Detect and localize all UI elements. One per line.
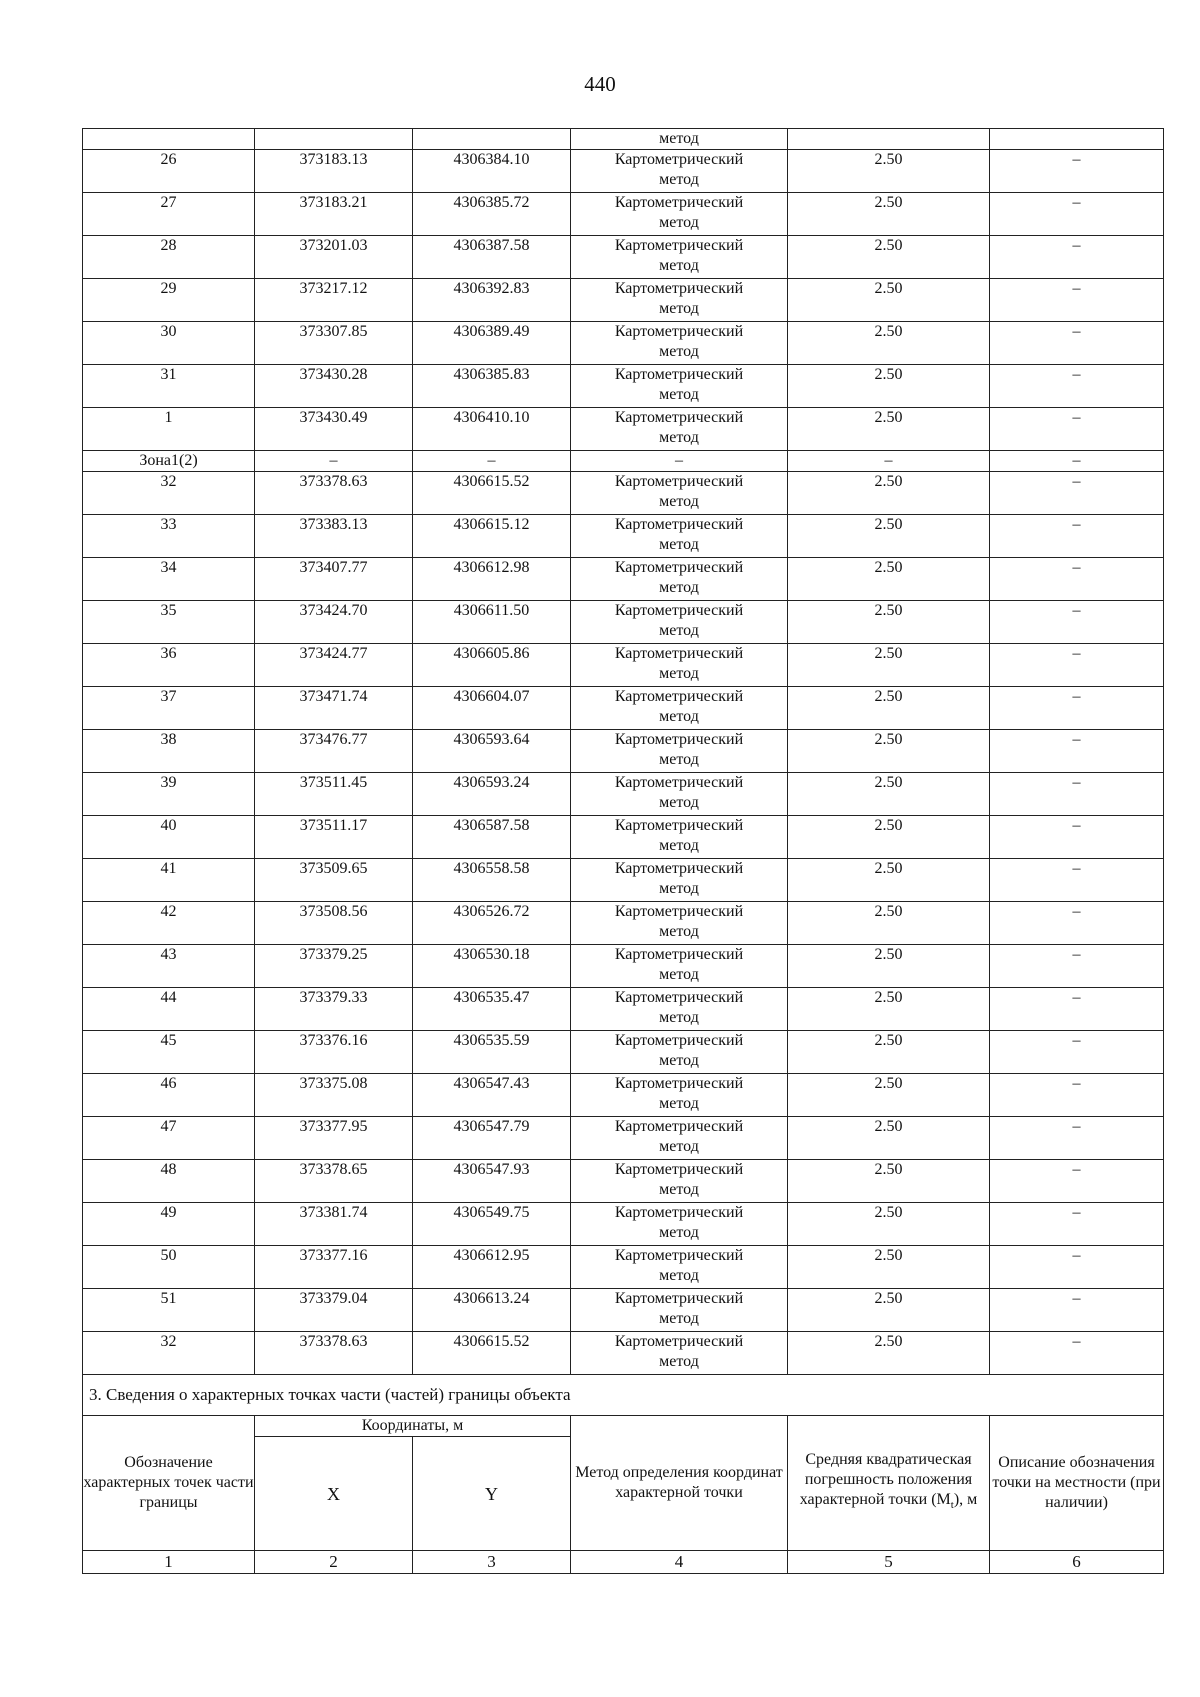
description-cell: – [990,988,1164,1031]
point-number-cell: 49 [83,1203,255,1246]
description-cell: – [990,687,1164,730]
header-x: X [255,1437,413,1551]
description-cell: – [990,1203,1164,1246]
table-row-continuation [83,129,1164,150]
method-cell [571,1332,788,1375]
x-coordinate-cell: 373378.65 [255,1160,413,1203]
point-number-cell: 42 [83,902,255,945]
y-coordinate-cell: 4306612.98 [413,558,571,601]
point-number-cell: 36 [83,644,255,687]
error-cell: 2.50 [788,988,990,1031]
description-cell: – [990,730,1164,773]
error-cell: 2.50 [788,150,990,193]
method-cell [571,773,788,816]
table-row [83,1289,1164,1332]
description-cell: – [990,902,1164,945]
x-coordinate-cell: 373307.85 [255,322,413,365]
method-line-1: Картометрический [614,645,744,662]
header-mean-error-text: Средняя квадратическая погрешность положения характерной точки (M [799,1451,973,1509]
table-row [83,1332,1164,1375]
point-number-cell: 41 [83,859,255,902]
table-row [83,365,1164,408]
method-line-1: Картометрический [614,1032,744,1049]
error-cell: 2.50 [788,365,990,408]
method-cell [571,1117,788,1160]
method-line-1: Картометрический [614,194,744,211]
method-line-2: метод [659,1009,699,1026]
point-number-cell: 45 [83,1031,255,1074]
method-cell [571,515,788,558]
method-line-2: метод [659,837,699,854]
x-coordinate-cell: 373375.08 [255,1074,413,1117]
x-coordinate-cell: 373379.33 [255,988,413,1031]
coordinates-table [82,128,1164,1574]
y-coordinate-cell: 4306535.59 [413,1031,571,1074]
point-number-cell: 50 [83,1246,255,1289]
y-coordinate-cell: 4306613.24 [413,1289,571,1332]
method-line-2: метод [659,493,699,510]
header-row [83,1416,1164,1437]
x-coordinate-cell: 373509.65 [255,859,413,902]
header-coordinates-group: Координаты, м [255,1416,571,1437]
x-coordinate-cell: 373424.70 [255,601,413,644]
method-line-2: метод [659,429,699,446]
method-cell [571,558,788,601]
method-line-2: метод [659,536,699,553]
table-row [83,902,1164,945]
y-coordinate-cell: 4306587.58 [413,816,571,859]
table-row [83,236,1164,279]
method-cell [571,945,788,988]
table-row [83,945,1164,988]
method-line-2: метод [659,1095,699,1112]
method-cell [571,644,788,687]
y-coordinate-cell: 4306530.18 [413,945,571,988]
method-cell [571,988,788,1031]
point-number-cell: 35 [83,601,255,644]
error-cell: 2.50 [788,859,990,902]
description-cell: – [990,451,1164,472]
description-cell: – [990,558,1164,601]
x-coordinate-cell: 373377.16 [255,1246,413,1289]
point-number-cell: 29 [83,279,255,322]
method-cell [571,1160,788,1203]
method-line-1: Картометрический [614,409,744,426]
zone-row [83,451,1164,472]
x-coordinate-cell: 373424.77 [255,644,413,687]
method-cell: метод [571,129,788,150]
description-cell: – [990,1031,1164,1074]
x-coordinate-cell: 373471.74 [255,687,413,730]
method-line-2: метод [659,622,699,639]
x-coordinate-cell: 373183.13 [255,150,413,193]
error-cell: 2.50 [788,472,990,515]
point-number-cell: 46 [83,1074,255,1117]
error-cell: – [788,451,990,472]
method-line-2: метод [659,1224,699,1241]
method-cell [571,816,788,859]
method-line-2: метод [659,214,699,231]
point-number-cell: 28 [83,236,255,279]
method-cell [571,1246,788,1289]
header-method: Метод определения координат характерной точки [571,1416,788,1551]
description-cell: – [990,365,1164,408]
error-cell: 2.50 [788,730,990,773]
error-cell: 2.50 [788,644,990,687]
y-coordinate-cell: 4306384.10 [413,150,571,193]
method-line-1: Картометрический [614,559,744,576]
method-line-2: метод [659,966,699,983]
method-line-1: Картометрический [614,323,744,340]
column-number: 2 [255,1551,413,1574]
method-line-1: Картометрический [614,774,744,791]
method-line-1: Картометрический [614,366,744,383]
error-cell: 2.50 [788,945,990,988]
y-coordinate-cell: 4306389.49 [413,322,571,365]
point-number-cell: 47 [83,1117,255,1160]
y-coordinate-cell: 4306611.50 [413,601,571,644]
point-number-cell: 40 [83,816,255,859]
x-coordinate-cell: 373378.63 [255,1332,413,1375]
y-coordinate-cell: – [413,451,571,472]
y-coordinate-cell: 4306392.83 [413,279,571,322]
method-line-2: метод [659,1310,699,1327]
method-line-1: Картометрический [614,237,744,254]
method-line-2: метод [659,708,699,725]
header-mean-error [788,1416,990,1551]
error-cell: 2.50 [788,902,990,945]
table-row [83,988,1164,1031]
table-row [83,408,1164,451]
column-number: 6 [990,1551,1164,1574]
method-line-1: Картометрический [614,602,744,619]
method-line-1: Картометрический [614,688,744,705]
description-cell: – [990,150,1164,193]
method-line-1: Картометрический [614,516,744,533]
description-cell: – [990,515,1164,558]
y-coordinate-cell: 4306604.07 [413,687,571,730]
y-coordinate-cell: 4306593.64 [413,730,571,773]
error-cell: 2.50 [788,279,990,322]
method-line-1: Картометрический [614,151,744,168]
method-line-2: метод [659,751,699,768]
column-number: 3 [413,1551,571,1574]
x-coordinate-cell: 373511.17 [255,816,413,859]
x-coordinate-cell: 373217.12 [255,279,413,322]
header-mean-error-subscript: t [950,1499,954,1512]
method-line-1: Картометрический [614,860,744,877]
method-line-1: Картометрический [614,1161,744,1178]
method-cell [571,1203,788,1246]
description-cell: – [990,859,1164,902]
point-number-cell: 33 [83,515,255,558]
method-line-1: Картометрический [614,989,744,1006]
table-row [83,472,1164,515]
method-line-1: Картометрический [614,817,744,834]
y-coordinate-cell: 4306387.58 [413,236,571,279]
y-coordinate-cell: 4306615.12 [413,515,571,558]
table-row [83,1160,1164,1203]
header-y: Y [413,1437,571,1551]
method-cell [571,1074,788,1117]
method-line-2: метод [659,1353,699,1370]
error-cell: 2.50 [788,515,990,558]
method-line-1: Картометрический [614,1204,744,1221]
description-cell: – [990,472,1164,515]
method-cell [571,279,788,322]
table-row [83,730,1164,773]
method-cell [571,236,788,279]
y-coordinate-cell: 4306410.10 [413,408,571,451]
y-coordinate-cell: 4306547.43 [413,1074,571,1117]
table-row [83,644,1164,687]
x-coordinate-cell: 373430.49 [255,408,413,451]
method-line-2: метод [659,794,699,811]
point-number-cell: 30 [83,322,255,365]
table-row [83,601,1164,644]
method-cell [571,408,788,451]
method-line-1: Картометрический [614,946,744,963]
method-cell [571,730,788,773]
x-coordinate-cell: 373377.95 [255,1117,413,1160]
description-cell: – [990,1246,1164,1289]
method-cell [571,472,788,515]
method-line-1: Картометрический [614,473,744,490]
method-line-2: метод [659,171,699,188]
y-coordinate-cell: 4306535.47 [413,988,571,1031]
method-line-2: метод [659,1138,699,1155]
point-number-cell: 48 [83,1160,255,1203]
header-point-designation: Обозначение характерных точек части границы [83,1416,255,1551]
x-coordinate-cell: 373508.56 [255,902,413,945]
column-numbers-row [83,1551,1164,1574]
x-coordinate-cell: 373511.45 [255,773,413,816]
zone-label-cell: Зона1(2) [83,451,255,472]
point-number-cell: 43 [83,945,255,988]
method-cell: – [571,451,788,472]
section-title: 3. Сведения о характерных точках части (частей) границы объекта [83,1375,1164,1416]
y-coordinate-cell: 4306615.52 [413,472,571,515]
table-row [83,279,1164,322]
description-cell: – [990,1117,1164,1160]
point-number-cell: 31 [83,365,255,408]
y-coordinate-cell: 4306385.83 [413,365,571,408]
point-number-cell: 1 [83,408,255,451]
y-coordinate-cell: 4306547.93 [413,1160,571,1203]
method-line-1: Картометрический [614,1333,744,1350]
method-line-2: метод [659,665,699,682]
method-cell [571,150,788,193]
description-cell: – [990,816,1164,859]
x-coordinate-cell: 373430.28 [255,365,413,408]
method-cell [571,322,788,365]
point-number-cell: 32 [83,472,255,515]
error-cell: 2.50 [788,1074,990,1117]
table-row [83,687,1164,730]
table-row [83,816,1164,859]
description-cell: – [990,408,1164,451]
description-cell: – [990,1289,1164,1332]
method-line-2: метод [659,300,699,317]
method-cell [571,859,788,902]
point-number-cell: 44 [83,988,255,1031]
error-cell: 2.50 [788,1203,990,1246]
method-cell [571,1289,788,1332]
table-row [83,322,1164,365]
method-line-2: метод [659,923,699,940]
y-coordinate-cell: 4306605.86 [413,644,571,687]
error-cell: 2.50 [788,773,990,816]
method-line-2: метод [659,1267,699,1284]
header-description: Описание обозначения точки на местности (при наличии) [990,1416,1164,1551]
page-number: 440 [584,72,616,96]
x-coordinate-cell: – [255,451,413,472]
description-cell: – [990,236,1164,279]
method-line-1: Картометрический [614,1075,744,1092]
error-cell: 2.50 [788,322,990,365]
error-cell: 2.50 [788,1031,990,1074]
method-line-1: Картометрический [614,1118,744,1135]
point-number-cell: 32 [83,1332,255,1375]
method-line-1: Картометрический [614,731,744,748]
method-line-2: метод [659,1181,699,1198]
method-line-2: метод [659,257,699,274]
point-number-cell: 39 [83,773,255,816]
method-cell [571,193,788,236]
table-row [83,150,1164,193]
error-cell: 2.50 [788,601,990,644]
method-line-1: Картометрический [614,1247,744,1264]
point-number-cell: 26 [83,150,255,193]
error-cell: 2.50 [788,1246,990,1289]
x-coordinate-cell: 373407.77 [255,558,413,601]
y-coordinate-cell: 4306526.72 [413,902,571,945]
point-number-cell: 37 [83,687,255,730]
x-coordinate-cell: 373201.03 [255,236,413,279]
table-row [83,515,1164,558]
method-cell [571,601,788,644]
table-row [83,773,1164,816]
description-cell: – [990,1074,1164,1117]
description-cell: – [990,773,1164,816]
error-cell: 2.50 [788,1160,990,1203]
description-cell: – [990,1160,1164,1203]
method-line-1: Картометрический [614,280,744,297]
y-coordinate-cell: 4306549.75 [413,1203,571,1246]
x-coordinate-cell: 373379.25 [255,945,413,988]
description-cell: – [990,279,1164,322]
x-coordinate-cell: 373379.04 [255,1289,413,1332]
x-coordinate-cell: 373381.74 [255,1203,413,1246]
description-cell: – [990,193,1164,236]
point-number-cell: 38 [83,730,255,773]
method-line-2: метод [659,880,699,897]
description-cell: – [990,1332,1164,1375]
method-cell [571,687,788,730]
method-line-2: метод [659,1052,699,1069]
description-cell: – [990,644,1164,687]
column-number: 4 [571,1551,788,1574]
method-line-2: метод [659,343,699,360]
y-coordinate-cell: 4306593.24 [413,773,571,816]
y-coordinate-cell: 4306558.58 [413,859,571,902]
section-title-row [83,1375,1164,1416]
table-row [83,1117,1164,1160]
y-coordinate-cell: 4306547.79 [413,1117,571,1160]
y-coordinate-cell: 4306612.95 [413,1246,571,1289]
table-row [83,859,1164,902]
column-number: 1 [83,1551,255,1574]
method-line-1: Картометрический [614,1290,744,1307]
method-cell [571,365,788,408]
table-row [83,1203,1164,1246]
y-coordinate-cell: 4306615.52 [413,1332,571,1375]
method-line-2: метод [659,386,699,403]
header-mean-error-unit: ), м [953,1491,978,1509]
table-row [83,1031,1164,1074]
point-number-cell: 27 [83,193,255,236]
point-number-cell: 34 [83,558,255,601]
x-coordinate-cell: 373383.13 [255,515,413,558]
method-cell [571,902,788,945]
description-cell: – [990,601,1164,644]
column-number: 5 [788,1551,990,1574]
error-cell: 2.50 [788,816,990,859]
method-line-1: Картометрический [614,903,744,920]
error-cell: 2.50 [788,1289,990,1332]
table-row [83,193,1164,236]
error-cell: 2.50 [788,687,990,730]
table-row [83,558,1164,601]
table-row [83,1246,1164,1289]
method-line-2: метод [659,579,699,596]
x-coordinate-cell: 373376.16 [255,1031,413,1074]
error-cell: 2.50 [788,558,990,601]
point-number-cell: 51 [83,1289,255,1332]
description-cell: – [990,945,1164,988]
error-cell: 2.50 [788,408,990,451]
method-cell [571,1031,788,1074]
error-cell: 2.50 [788,1117,990,1160]
error-cell: 2.50 [788,236,990,279]
y-coordinate-cell: 4306385.72 [413,193,571,236]
x-coordinate-cell: 373378.63 [255,472,413,515]
error-cell: 2.50 [788,1332,990,1375]
error-cell: 2.50 [788,193,990,236]
x-coordinate-cell: 373183.21 [255,193,413,236]
table-row [83,1074,1164,1117]
description-cell: – [990,322,1164,365]
x-coordinate-cell: 373476.77 [255,730,413,773]
